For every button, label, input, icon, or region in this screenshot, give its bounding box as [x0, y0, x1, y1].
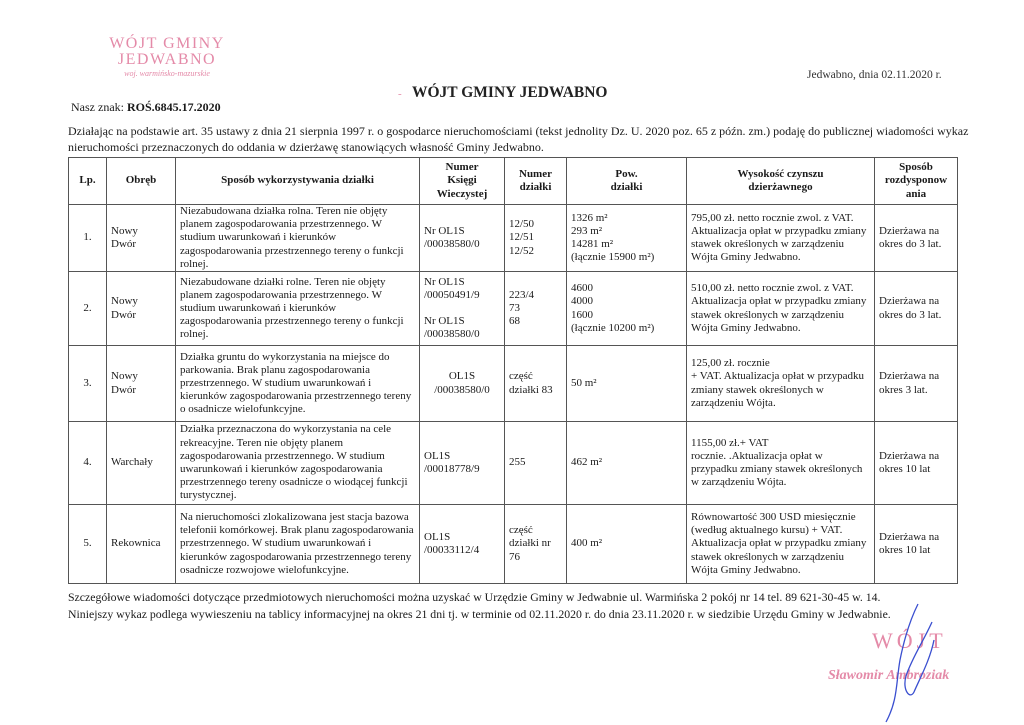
cell-dzialka: część działki nr 76	[505, 505, 567, 584]
cell-rozdysponowanie: Dzierżawa na okres do 3 lat.	[875, 272, 958, 346]
cell-sposob: Niezabudowane działki rolne. Teren nie objęty planem zagospodarowania przestrzennego. W studium uwarunkowań i kierunków zagospodarowania przestrzennego tereny o funkcji rolnej.	[176, 272, 420, 346]
cell-czynsz: Równowartość 300 USD miesięcznie (według aktualnego kursu) + VAT. Aktualizacja opłat w przypadku zmiany stawek określonych w zarządzeniu Wójta Gminy Jedwabno.	[687, 505, 875, 584]
col-header-rozdysponowanie: Sposób rozdysponow ania	[875, 158, 958, 205]
cell-rozdysponowanie: Dzierżawa na okres 10 lat	[875, 505, 958, 584]
table-header-row	[69, 158, 958, 205]
document-date: Jedwabno, dnia 02.11.2020 r.	[807, 69, 942, 81]
intro-paragraph: Działając na podstawie art. 35 ustawy z dnia 21 sierpnia 1997 r. o gospodarce nieruchomościami (tekst jednolity Dz. U. 2020 poz. 65 z późn. zm.) podaję do publicznej wiadomości wykaz nieruchomości przeznaczonych do oddania w dzierżawę stanowiących własność Gminy Jedwabno.	[68, 124, 969, 154]
cell-pow: 462 m²	[567, 422, 687, 505]
col-header-ksiega: Numer Księgi Wieczystej	[420, 158, 505, 205]
col-header-sposob: Sposób wykorzystywania działki	[176, 158, 420, 205]
table-row	[69, 505, 958, 584]
table-row	[69, 272, 958, 346]
table-row	[69, 205, 958, 272]
col-header-dzialka: Numer działki	[505, 158, 567, 205]
cell-sposob: Na nieruchomości zlokalizowana jest stacja bazowa telefonii komórkowej. Brak planu zagospodarowania przestrzennego. W studium uwarunkowań i kierunków zagospodarowania przestrzennego tereny osadnicze rozwojowe wielofunkcyjne.	[176, 505, 420, 584]
cell-dzialka: 255	[505, 422, 567, 505]
municipal-stamp	[72, 36, 262, 80]
cell-rozdysponowanie: Dzierżawa na okres 3 lat.	[875, 346, 958, 422]
stamp-line-1: WÓJT GMINY	[109, 35, 225, 52]
cell-rozdysponowanie: Dzierżawa na okres 10 lat	[875, 422, 958, 505]
cell-obreb: Rekownica	[107, 505, 176, 584]
cell-obreb: Nowy Dwór	[107, 346, 176, 422]
col-header-lp: Lp.	[69, 158, 107, 205]
stamp-line-2: JEDWABNO	[117, 51, 217, 68]
ink-mark-icon: -	[398, 88, 402, 100]
cell-dzialka: część działki 83	[505, 346, 567, 422]
col-header-obreb: Obręb	[107, 158, 176, 205]
cell-ksiega: OL1S /00038580/0	[420, 346, 505, 422]
cell-obreb: Nowy Dwór	[107, 272, 176, 346]
cell-rozdysponowanie: Dzierżawa na okres do 3 lat.	[875, 205, 958, 272]
col-header-pow: Pow. działki	[567, 158, 687, 205]
signature-stamp-title: WÓJT	[872, 628, 947, 653]
footer-posting-info: Niniejszy wykaz podlega wywieszeniu na tablicy informacyjnej na okres 21 dni tj. w terminie od 02.11.2020 r. do dnia 23.11.2020 r. w siedzibie Urzędu Gminy w Jedwabnie.	[68, 607, 891, 621]
cell-czynsz: 1155,00 zł.+ VAT rocznie. .Aktualizacja opłat w przypadku zmiany stawek określonych w zarządzeniu Wójta.	[687, 422, 875, 505]
lease-property-table	[68, 157, 958, 584]
footer-contact-info: Szczegółowe wiadomości dotyczące przedmiotowych nieruchomości można uzyskać w Urzędzie Gminy w Jedwabnie ul. Warmińska 2 pokój nr 14 tel. 89 621-30-45 w. 14.	[68, 590, 881, 604]
cell-obreb: Nowy Dwór	[107, 205, 176, 272]
cell-pow: 4600 4000 1600 (łącznie 10200 m²)	[567, 272, 687, 346]
cell-ksiega: Nr OL1S /00050491/9 Nr OL1S /00038580/0	[420, 272, 505, 346]
reference-value: ROŚ.6845.17.2020	[126, 100, 221, 114]
cell-sposob: Działka przeznaczona do wykorzystania na cele rekreacyjne. Teren nie objęty planem zagospodarowania przestrzennego. W studium uwarunkowań i kierunków zagospodarowania przestrzennego tereny osadnicze o wiodącej funkcji turystycznej.	[176, 422, 420, 505]
cell-lp: 4.	[69, 422, 107, 505]
reference-label: Nasz znak:	[71, 100, 124, 114]
cell-pow: 1326 m² 293 m² 14281 m² (łącznie 15900 m²)	[567, 205, 687, 272]
col-header-czynsz: Wysokość czynszu dzierżawnego	[687, 158, 875, 205]
cell-pow: 50 m²	[567, 346, 687, 422]
cell-czynsz: 125,00 zł. rocznie + VAT. Aktualizacja opłat w przypadku zmiany stawek określonych w zarządzeniu Wójta.	[687, 346, 875, 422]
cell-czynsz: 510,00 zł. netto rocznie zwol. z VAT. Aktualizacja opłat w przypadku zmiany stawek określonych w zarządzeniu Wójta Gminy Jedwabno.	[687, 272, 875, 346]
cell-ksiega: OL1S /00033112/4	[420, 505, 505, 584]
cell-lp: 3.	[69, 346, 107, 422]
cell-lp: 5.	[69, 505, 107, 584]
cell-sposob: Działka gruntu do wykorzystania na miejsce do parkowania. Brak planu zagospodarowania przestrzennego. W studium uwarunkowań i kierunków zagospodarowania przestrzennego tereny o osadnicze wielofunkcyjne.	[176, 346, 420, 422]
reference-number	[71, 100, 221, 115]
cell-czynsz: 795,00 zł. netto rocznie zwol. z VAT. Aktualizacja opłat w przypadku zmiany stawek określonych w zarządzeniu Wójta Gminy Jedwabno.	[687, 205, 875, 272]
cell-dzialka: 223/4 73 68	[505, 272, 567, 346]
footer-notes	[68, 589, 973, 623]
cell-sposob: Niezabudowana działka rolna. Teren nie objęty planem zagospodarowania przestrzennego. W studium uwarunkowań i kierunków zagospodarowania przestrzennego tereny o funkcji rolnej.	[176, 205, 420, 272]
cell-dzialka: 12/50 12/51 12/52	[505, 205, 567, 272]
stamp-line-3: woj. warmińsko-mazurskie	[124, 69, 210, 78]
cell-obreb: Warchały	[107, 422, 176, 505]
cell-lp: 2.	[69, 272, 107, 346]
cell-pow: 400 m²	[567, 505, 687, 584]
signature-stamp-name: Sławomir Ambroziak	[828, 668, 950, 683]
document-title: WÓJT GMINY JEDWABNO	[412, 84, 608, 101]
handwritten-signature-icon	[880, 600, 950, 725]
cell-ksiega: OL1S /00018778/9	[420, 422, 505, 505]
cell-ksiega: Nr OL1S /00038580/0	[420, 205, 505, 272]
table-row	[69, 422, 958, 505]
table-row	[69, 346, 958, 422]
cell-lp: 1.	[69, 205, 107, 272]
